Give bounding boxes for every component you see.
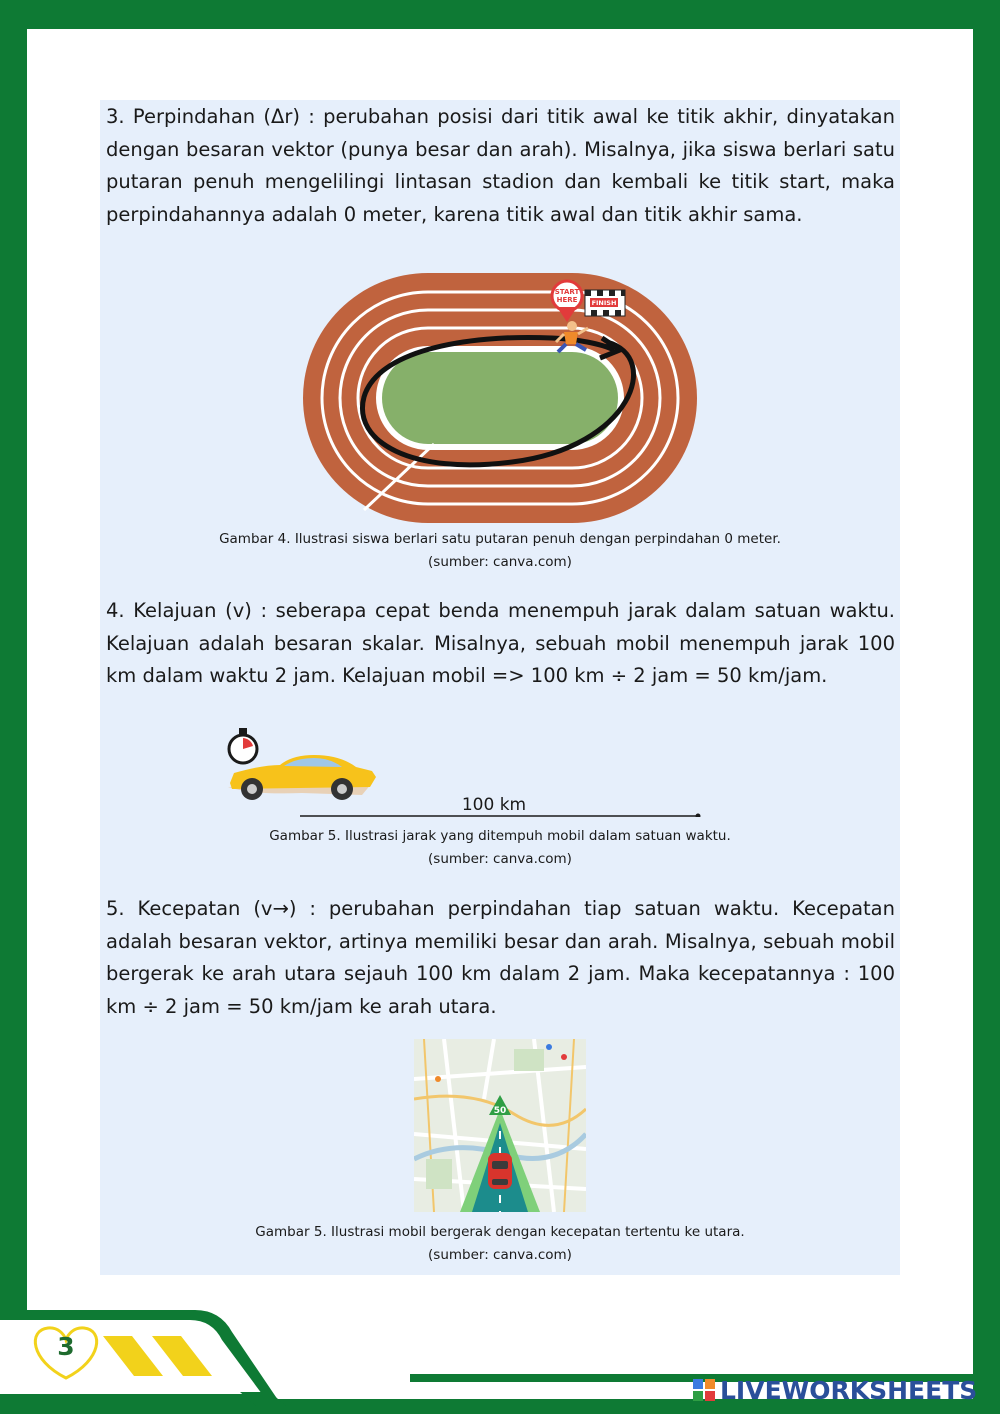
figure-4-source: (sumber: canva.com) (428, 554, 572, 570)
red-car-icon (488, 1153, 512, 1189)
brand-blocks-icon (693, 1379, 715, 1401)
paragraph-speed: 4. Kelajuan (v) : seberapa cepat benda menempuh jarak dalam satuan waktu. Kelajuan adalah besaran skalar. Misalnya, sebuah mobil menempuh jarak 100 km dalam waktu 2 jam. Kelajuan mobil => 100 km ÷ 2 jam = 50 km/jam. (106, 599, 895, 688)
distance-end-dot (696, 814, 701, 818)
start-label-line2: HERE (556, 296, 578, 304)
distance-label: 100 km (461, 795, 527, 815)
brand-name: LIVEWORKSHEETS (720, 1375, 978, 1405)
car-distance-figure (222, 725, 706, 817)
field-grass (382, 352, 618, 444)
figure-5-source: (sumber: canva.com) (428, 851, 572, 867)
figure-6-source: (sumber: canva.com) (428, 1247, 572, 1263)
start-label-line1: START (554, 288, 580, 296)
speed-sign-label: 50 (493, 1106, 507, 1116)
stopwatch-icon (229, 728, 257, 763)
figure-6-caption: Gambar 5. Ilustrasi mobil bergerak dengan kecepatan tertentu ke utara. (255, 1224, 745, 1240)
paragraph-displacement: 3. Perpindahan (Δr) : perubahan posisi dari titik awal ke titik akhir, dinyatakan dengan besaran vektor (punya besar dan arah). Misalnya, jika siswa berlari satu putaran penuh mengelilingi lintasan stadion dan kembali ke titik start, maka perpindahannya adalah 0 meter, karena titik awal dan titik akhir sama. (106, 105, 895, 226)
figure-5-caption: Gambar 5. Ilustrasi jarak yang ditempuh mobil dalam satuan waktu. (269, 828, 731, 844)
page-number: 3 (57, 1332, 75, 1361)
running-track-figure (302, 272, 698, 524)
finish-flag (585, 290, 625, 316)
road-map-figure (414, 1039, 586, 1212)
finish-label: FINISH (591, 299, 617, 307)
paragraph-velocity: 5. Kecepatan (v→) : perubahan perpindahan tiap satuan waktu. Kecepatan adalah besaran vektor, artinya memiliki besar dan arah. Misalnya, sebuah mobil bergerak ke arah utara sejauh 100 km dalam 2 jam. Maka kecepatannya : 100 km ÷ 2 jam = 50 km/jam ke arah utara. (106, 897, 895, 1018)
liveworksheets-logo (693, 1375, 977, 1405)
figure-4-caption: Gambar 4. Ilustrasi siswa berlari satu putaran penuh dengan perpindahan 0 meter. (219, 531, 781, 547)
